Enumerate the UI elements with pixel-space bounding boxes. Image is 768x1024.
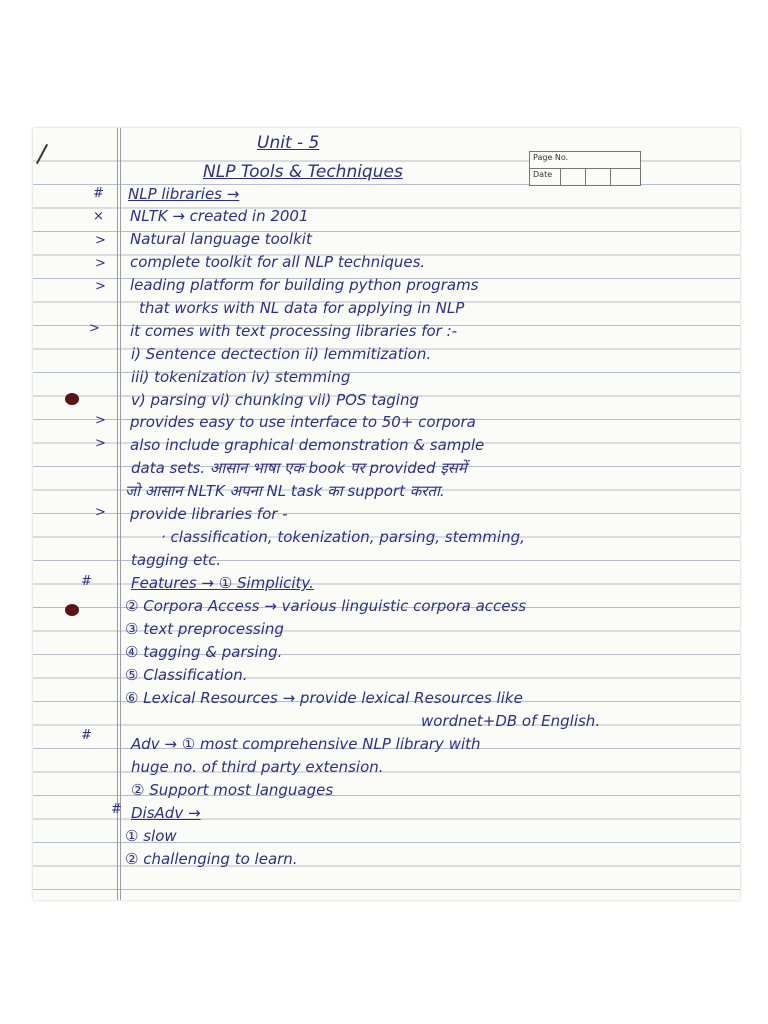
note-line: ② Support most languages: [131, 781, 334, 799]
ink-stain: [65, 393, 79, 405]
unit-heading: Unit - 5: [257, 133, 320, 153]
note-line: जो आसान NLTK अपना NL task का support करता.: [125, 482, 445, 500]
notebook-page: [33, 128, 740, 900]
note-line: DisAdv →: [131, 804, 201, 822]
line-bullet: ×: [93, 209, 104, 224]
line-bullet: >: [95, 279, 106, 294]
note-line: v) parsing vi) chunking vii) POS taging: [131, 391, 420, 409]
line-bullet: >: [95, 505, 106, 520]
note-line: NLTK → created in 2001: [130, 207, 309, 225]
note-line: that works with NL data for applying in NLP: [139, 299, 465, 317]
line-bullet: #: [111, 802, 122, 817]
note-line: ④ tagging & parsing.: [125, 643, 283, 661]
line-bullet: >: [89, 321, 100, 336]
note-line: Features → ① Simplicity.: [131, 574, 314, 592]
note-line: data sets. आसान भाषा एक book पर provided इसमें: [131, 459, 467, 477]
line-bullet: >: [95, 413, 106, 428]
line-bullet: #: [93, 186, 104, 201]
note-line: · classification, tokenization, parsing, stemming,: [161, 528, 525, 546]
note-line: ③ text preprocessing: [125, 620, 284, 638]
note-line: complete toolkit for all NLP techniques.: [130, 253, 426, 271]
note-line: NLP libraries →: [128, 185, 240, 203]
note-line: it comes with text processing libraries for :-: [130, 322, 458, 340]
ink-stain: [65, 604, 79, 616]
page-no-label: Page No.: [533, 153, 569, 162]
margin-line: [117, 128, 118, 900]
note-line: tagging etc.: [131, 551, 222, 569]
line-bullet: >: [95, 233, 106, 248]
line-bullet: #: [81, 728, 92, 743]
note-line: leading platform for building python programs: [130, 276, 479, 294]
date-label: Date: [533, 170, 553, 179]
page-date-box: [529, 151, 641, 186]
note-line: ⑤ Classification.: [125, 666, 248, 684]
note-line: provide libraries for -: [130, 505, 288, 523]
note-line: iii) tokenization iv) stemming: [131, 368, 351, 386]
note-line: i) Sentence dectection ii) lemmitization.: [131, 345, 432, 363]
note-line: ① slow: [125, 827, 177, 845]
note-line: ② challenging to learn.: [125, 850, 298, 868]
note-line: Natural language toolkit: [130, 230, 312, 248]
page-title: NLP Tools & Techniques: [203, 162, 403, 182]
margin-line: [120, 128, 121, 900]
line-bullet: #: [81, 574, 92, 589]
note-line: ② Corpora Access → various linguistic corpora access: [125, 597, 527, 615]
note-line: wordnet+DB of English.: [421, 712, 601, 730]
pen-tick-mark: [36, 144, 48, 164]
note-line: ⑥ Lexical Resources → provide lexical Resources like: [125, 689, 523, 707]
note-line: also include graphical demonstration & sample: [130, 436, 485, 454]
note-line: Adv → ① most comprehensive NLP library with: [131, 735, 481, 753]
line-bullet: >: [95, 436, 106, 451]
line-bullet: >: [95, 256, 106, 271]
note-line: provides easy to use interface to 50+ corpora: [130, 413, 476, 431]
note-line: huge no. of third party extension.: [131, 758, 384, 776]
